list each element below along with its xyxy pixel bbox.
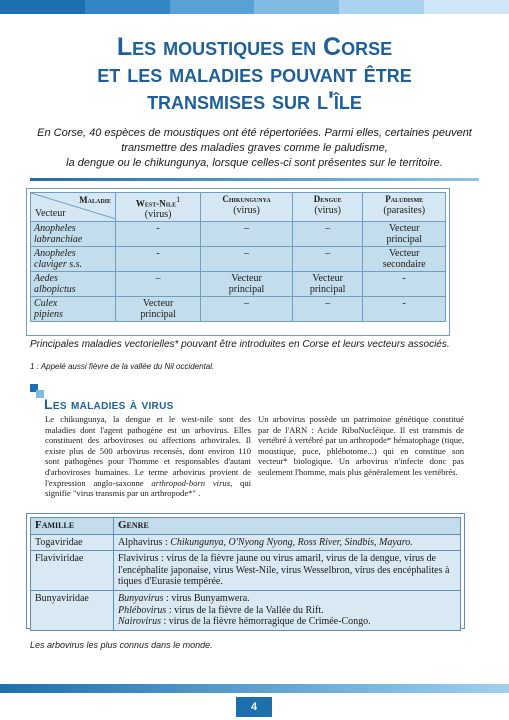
vector-cell: Anopheles labranchiae (31, 222, 116, 247)
bottom-color-bar (0, 684, 509, 693)
vector-cell: Aedes albopictus (31, 272, 116, 297)
vector-cell: Culex pipiens (31, 297, 116, 322)
table-cell: - (363, 272, 446, 297)
table1-footnote: 1 : Appelé aussi fièvre de la vallée du Nil occidental. (30, 362, 215, 371)
table-row (31, 297, 446, 322)
disease-vector-table (30, 192, 446, 322)
table-row (31, 551, 461, 591)
header-famille: Famille (31, 518, 114, 535)
table-corner-cell: Maladie Vecteur (31, 193, 116, 222)
text-column-left: Le chikungunya, la dengue et le west-nile sont des maladies dont l'agent pathogène est un arbovirus. Elles constituent des arboviroses ou affections arbovirales. Il existe plus de 500 arbovirus recensés, dont environ 110 sont pathogènes pour l'homme et responsables d'autant d'arboviroses humaines. Le terme arbovirus provient de l'expression anglo-saxonne arthropod-born virus, qui signifie "virus transmis par un arthropode*" . (45, 414, 251, 499)
top-color-bar (0, 0, 509, 14)
table-row (31, 272, 446, 297)
family-cell: Flaviviridae (31, 551, 114, 591)
genus-cell: Alphavirus : Chikungunya, O'Nyong Nyong, Ross River, Sindbis, Mayaro. (114, 534, 461, 551)
table-cell: – (201, 247, 293, 272)
table-cell: – (292, 247, 363, 272)
table-cell: - (116, 247, 201, 272)
table-row (31, 247, 446, 272)
header-chikungunya: Chikungunya (virus) (201, 193, 293, 222)
table-cell: - (116, 222, 201, 247)
table-cell: Vecteur principal (363, 222, 446, 247)
intro-paragraph: En Corse, 40 espèces de moustiques ont été répertoriées. Parmi elles, certaines peuvent transmettre des maladies graves comme le paludisme, la dengue ou le chikungunya, lorsque celles-ci sont présentes sur le territoire. (37, 127, 472, 169)
table2-caption: Les arbovirus les plus connus dans le monde. (30, 640, 213, 650)
table-cell: – (201, 222, 293, 247)
section-bullet-icon (30, 384, 44, 400)
table-cell: Vecteur secondaire (363, 247, 446, 272)
table-row (31, 590, 461, 630)
separator-line (30, 178, 479, 181)
section-heading: Les maladies à virus (44, 396, 174, 412)
header-westnile: West-Nile$^1$ (virus) (116, 193, 201, 222)
header-genre: Genre (114, 518, 461, 535)
table-row (31, 222, 446, 247)
vector-cell: Anopheles claviger s.s. (31, 247, 116, 272)
genus-cell: Flavivirus : virus de la fièvre jaune ou virus amaril, virus de la dengue, virus de l'encéphalite japonaise, virus West-Nile, virus Wesselbron, virus des encéphalites à tiques d'Eurasie tempérée. (114, 551, 461, 591)
table-cell: – (201, 297, 293, 322)
table-cell: – (292, 222, 363, 247)
text-column-right: Un arbovirus possède un patrimoine génétique constitué par de l'ARN : Acide RiboNucléique. Il est transmis de vertébré à vertébré par un arthropode* hématophage (tique, moustique, puce, phlébotome...) qui en constitue son vecteur* biologique. Un arbovirus n'infecte donc pas seulement l'homme, mais plus généralement les vertébrés. (258, 414, 464, 477)
page-number: 4 (236, 697, 272, 717)
arbovirus-table (30, 517, 461, 631)
table-cell: – (116, 272, 201, 297)
genus-cell: Bunyavirus : virus Bunyamwera. Phlébovirus : virus de la fièvre de la Vallée du Rift. Nairovirus : virus de la fièvre hémorragique de Crimée-Congo. (114, 590, 461, 630)
table-cell: – (292, 297, 363, 322)
table1-caption: Principales maladies vectorielles* pouvant être introduites en Corse et leurs vecteurs associés. (30, 339, 450, 350)
header-paludisme: Paludisme (parasites) (363, 193, 446, 222)
page-title: Les moustiques en Corse et les maladies pouvant être transmises sur l'île (97, 33, 412, 115)
header-dengue: Dengue (virus) (292, 193, 363, 222)
family-cell: Togaviridae (31, 534, 114, 551)
table-cell: Vecteur principal (292, 272, 363, 297)
family-cell: Bunyaviridae (31, 590, 114, 630)
table-cell: Vecteur principal (201, 272, 293, 297)
table-row (31, 534, 461, 551)
table-cell: Vecteur principal (116, 297, 201, 322)
table-cell: - (363, 297, 446, 322)
